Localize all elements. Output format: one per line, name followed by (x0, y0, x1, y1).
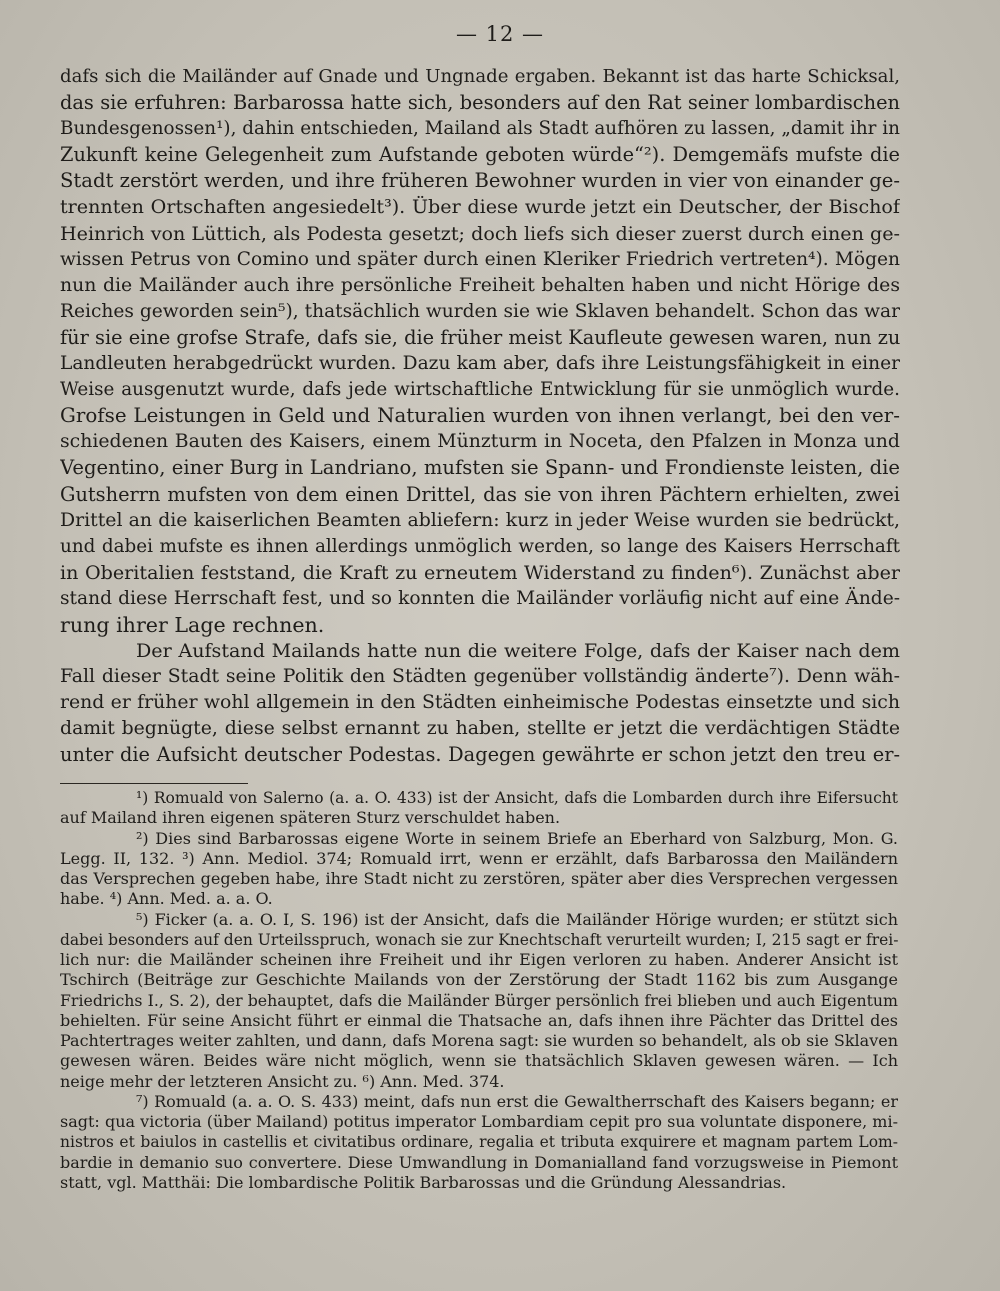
footnote-line: gewesen wären. Beides wäre nicht möglich, wenn sie thatsächlich Sklaven gewesen wären. — Ich (60, 1051, 898, 1071)
footnote-line: ⁷) Romuald (a. a. O. S. 433) meint, dafs nun erst die Gewaltherrschaft des Kaisers begann; er (136, 1091, 898, 1111)
text-line: schiedenen Bauten des Kaisers, einem Münzturm in Noceta, den Pfalzen in Monza und (60, 431, 900, 453)
footnotes (60, 788, 898, 1193)
paragraph-start-line: Der Aufstand Mailands hatte nun die weitere Folge, dafs der Kaiser nach dem (136, 639, 900, 663)
footnote-line: ¹) Romuald von Salerno (a. a. O. 433) ist der Ansicht, dafs die Lombarden durch ihre Eifersucht (136, 789, 898, 807)
text-line: Grofse Leistungen in Geld und Naturalien wurden von ihnen verlangt, bei den ver- (60, 404, 900, 428)
page-number: — 12 — (455, 22, 545, 46)
text-line: Fall dieser Stadt seine Politik den Städten gegenüber vollständig änderte⁷). Denn wäh- (60, 666, 900, 688)
text-line: damit begnügte, diese selbst ernannt zu haben, stellte er jetzt die verdächtigen Städte (60, 718, 900, 740)
footnote-line: behielten. Für seine Ansicht führt er einmal die Thatsache an, dafs ihnen ihre Pächter das Drittel des (60, 1010, 898, 1030)
body-text (60, 64, 900, 769)
footnote-line: ⁵) Ficker (a. a. O. I, S. 196) ist der Ansicht, dafs die Mailänder Hörige wurden; er stützt sich (136, 909, 898, 929)
text-line: und dabei mufste es ihnen allerdings unmöglich werden, so lange des Kaisers Herrschaft (60, 535, 900, 557)
text-line: stand diese Herrschaft fest, und so konnten die Mailänder vorläufig nicht auf eine Ände- (60, 587, 900, 609)
text-line: Drittel an die kaiserlichen Beamten abliefern: kurz in jeder Weise wurden sie bedrückt, (60, 509, 900, 531)
footnote-line: bardie in demanio suo convertere. Diese Umwandlung in Domanialland fand vorzugsweise in Piemont (60, 1152, 898, 1172)
footnote-line: nistros et baiulos in castellis et civitatibus ordinare, regalia et tributa exquirere et magnam partem Lom- (60, 1133, 898, 1152)
footnote-line: auf Mailand ihren eigenen späteren Sturz verschuldet haben. (60, 808, 561, 828)
footnote-line: statt, vgl. Matthäi: Die lombardische Politik Barbarossas und die Gründung Alessandrias. (60, 1172, 787, 1192)
text-line: Zukunft keine Gelegenheit zum Aufstande geboten würde“²). Demgemäfs mufste die (60, 143, 900, 167)
text-line: das sie erfuhren: Barbarossa hatte sich, besonders auf den Rat seiner lombardischen (60, 91, 900, 115)
footnote-line: dabei besonders auf den Urteilsspruch, wonach sie zur Knechtschaft verurteilt wurden; I, 215 sagt er frei- (60, 930, 898, 949)
text-line: Weise ausgenutzt wurde, dafs jede wirtschaftliche Entwicklung für sie unmöglich wurde. (60, 379, 900, 401)
footnote-line: das Versprechen gegeben habe, ihre Stadt nicht zu zerstören, später aber dies Versprechen vergessen (60, 869, 898, 888)
text-line: Heinrich von Lüttich, als Podesta gesetzt; doch liefs sich dieser zuerst durch einen ge- (60, 221, 900, 245)
footnote-line: sagt: qua victoria (über Mailand) potitus imperator Lombardiam cepit pro sua voluntate disponere, mi- (60, 1112, 898, 1131)
text-line: rend er früher wohl allgemein in den Städten einheimische Podestas einsetzte und sich (60, 692, 900, 714)
text-line: wissen Petrus von Comino und später durch einen Kleriker Friedrich vertreten⁴). Mögen (60, 248, 900, 270)
footnote-line: habe. ⁴) Ann. Med. a. a. O. (60, 889, 273, 909)
text-line: dafs sich die Mailänder auf Gnade und Ungnade ergaben. Bekannt ist das harte Schicksal, (60, 66, 900, 87)
footnote-line: lich nur: die Mailänder scheinen ihre Freiheit und ihr Eigen verloren zu haben. Anderer Ansicht ist (60, 950, 898, 969)
text-line: trennten Ortschaften angesiedelt³). Über diese wurde jetzt ein Deutscher, der Bischof (60, 195, 900, 219)
text-line: unter die Aufsicht deutscher Podestas. Dagegen gewährte er schon jetzt den treu er- (60, 743, 900, 767)
text-line: rung ihrer Lage rechnen. (60, 612, 325, 637)
text-line: Reiches geworden sein⁵), thatsächlich wurden sie wie Sklaven behandelt. Schon das war (60, 300, 900, 322)
footnote-separator (60, 783, 248, 784)
footnote-line: Tschirch (Beiträge zur Geschichte Mailands von der Zerstörung der Stadt 1162 bis zum Ausgange (60, 970, 898, 990)
footnote-line: ²) Dies sind Barbarossas eigene Worte in seinem Briefe an Eberhard von Salzburg, Mon. G. (136, 828, 898, 848)
text-line: nun die Mailänder auch ihre persönliche Freiheit behalten haben und nicht Hörige des (60, 274, 900, 296)
text-line: für sie eine grofse Strafe, dafs sie, die früher meist Kaufleute gewesen waren, nun zu (60, 325, 900, 349)
footnote-line: Legg. II, 132. ³) Ann. Mediol. 374; Romuald irrt, wenn er erzählt, dafs Barbarossa den Mailändern (60, 848, 898, 868)
footnote-line: neige mehr der letzteren Ansicht zu. ⁶) Ann. Med. 374. (60, 1071, 505, 1091)
text-line: Stadt zerstört werden, und ihre früheren Bewohner wurden in vier von einander ge- (60, 169, 900, 193)
text-line: in Oberitalien feststand, die Kraft zu erneutem Widerstand zu finden⁶). Zunächst aber (60, 560, 900, 584)
text-line: Bundesgenossen¹), dahin entschieden, Mailand als Stadt aufhören zu lassen, „damit ihr in (60, 118, 900, 140)
footnote-line: Pachtertrages weiter zahlten, und dann, dafs Morena sagt: sie wurden so behandelt, als ob sie Sklaven (60, 1031, 898, 1050)
text-line: Vegentino, einer Burg in Landriano, mufsten sie Spann- und Frondienste leisten, die (60, 456, 900, 480)
footnote-line: Friedrichs I., S. 2), der behauptet, dafs die Mailänder Bürger persönlich frei blieben und auch Eigentum (60, 990, 898, 1010)
text-line: Gutsherrn mufsten von dem einen Drittel, das sie von ihren Pächtern erhielten, zwei (60, 482, 900, 506)
text-line: Landleuten herabgedrückt wurden. Dazu kam aber, dafs ihre Leistungsfähigkeit in einer (60, 353, 900, 375)
